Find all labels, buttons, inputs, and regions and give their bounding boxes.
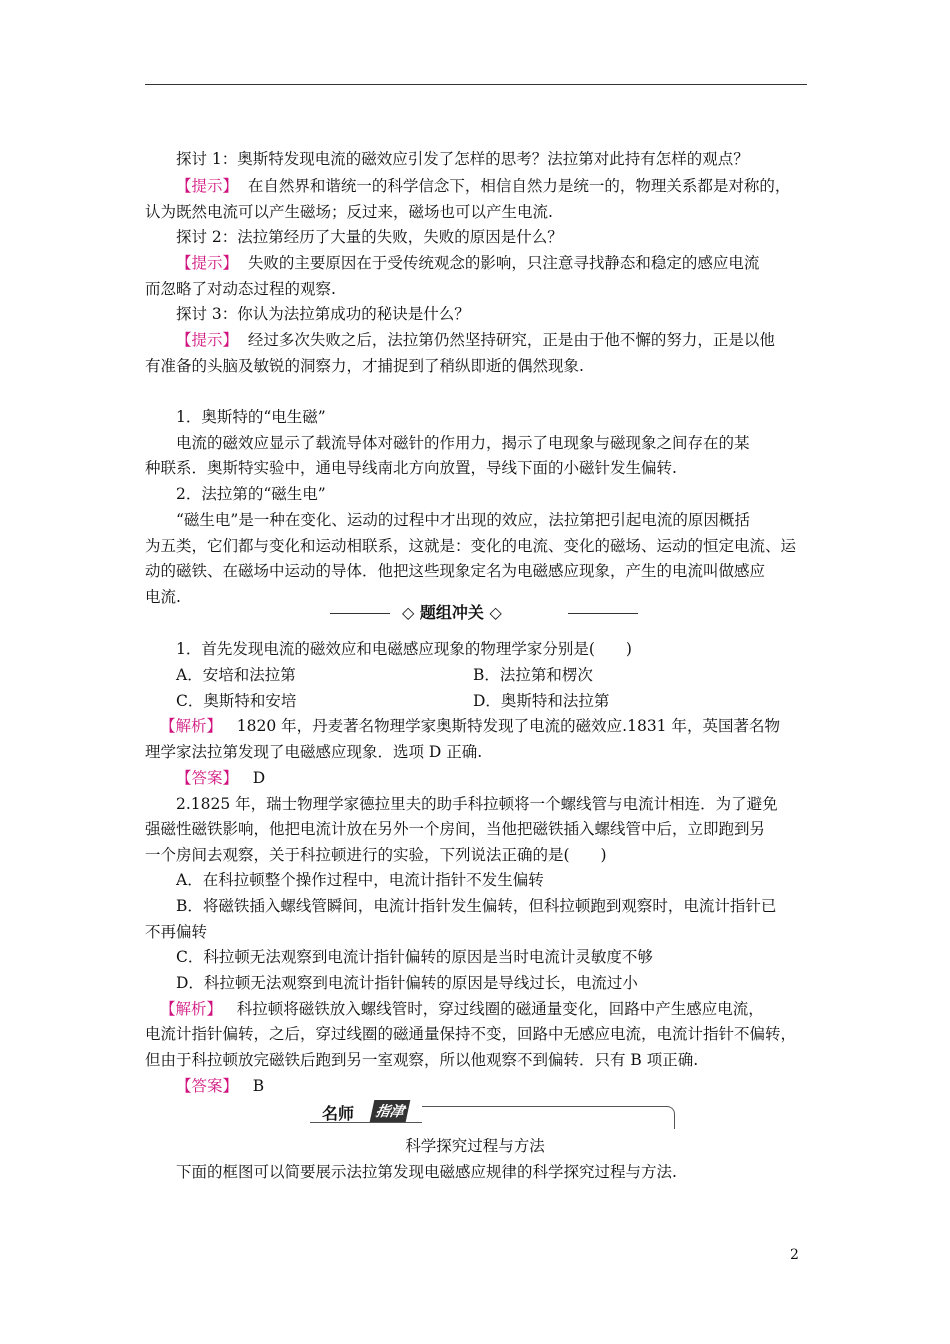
summary-paragraph-2-cont: 动的磁铁、在磁场中运动的导体．他把这些现象定名为电磁感应现象，产生的电流叫做感应 [145, 562, 766, 580]
analysis-tag: 【解析】 [160, 1000, 223, 1018]
analysis-tag: 【解析】 [160, 717, 223, 735]
hint-text: 在自然界和谐统一的科学信念下，相信自然力是统一的，物理关系都是对称的， [247, 177, 791, 195]
analysis-text: 1820 年，丹麦著名物理学家奥斯特发现了电流的磁效应.1831 年，英国著名物 [236, 717, 780, 735]
option-a: A．在科拉顿整个操作过程中，电流计指针不发生偏转 [176, 871, 544, 889]
page-number: 2 [790, 1247, 799, 1263]
teacher-guide-badge [310, 1100, 678, 1130]
option-c: C．奥斯特和安培 [176, 692, 297, 710]
option-d: D．奥斯特和法拉第 [473, 692, 610, 710]
section-title: ◇ 题组冲关 ◇ [402, 603, 502, 622]
summary-paragraph-2-cont: 电流. [145, 588, 181, 606]
divider-rule-right [568, 613, 638, 614]
summary-heading-1: 1．奥斯特的“电生磁” [176, 408, 326, 426]
option-a: A．安培和法拉第 [176, 666, 296, 684]
answer-value: D [252, 769, 266, 787]
discussion-q1: 探讨 1：奥斯特发现电流的磁效应引发了怎样的思考？法拉第对此持有怎样的观点？ [176, 150, 749, 168]
hint-tag: 【提示】 [176, 331, 239, 349]
header-rule [145, 84, 807, 85]
question-2-stem-cont: 一个房间去观察，关于科拉顿进行的实验，下列说法正确的是( ) [145, 846, 607, 864]
option-b-cont: 不再偏转 [145, 923, 208, 941]
answer-value: B [252, 1077, 265, 1095]
option-b: B．法拉第和楞次 [473, 666, 593, 684]
badge-label-inverted: 指津 [370, 1100, 411, 1122]
question-1-stem: 1．首先发现电流的磁效应和电磁感应现象的物理学家分别是( ) [176, 640, 632, 658]
analysis-2-cont: 但由于科拉顿放完磁铁后跑到另一室观察，所以他观察不到偏转．只有 B 项正确. [145, 1051, 699, 1069]
answer-tag: 【答案】 [176, 1077, 239, 1095]
hint-3-cont: 有准备的头脑及敏锐的洞察力，才捕捉到了稍纵即逝的偶然现象. [145, 357, 584, 375]
option-b: B．将磁铁插入螺线管瞬间，电流计指针发生偏转，但科拉顿跑到观察时，电流计指针已 [176, 897, 777, 915]
divider-rule-left [330, 613, 390, 614]
summary-heading-2: 2．法拉第的“磁生电” [176, 485, 326, 503]
guide-title: 科学探究过程与方法 [405, 1137, 545, 1155]
answer-1 [176, 767, 841, 789]
analysis-1 [160, 715, 810, 737]
question-2-stem: 2.1825 年，瑞士物理学家德拉里夫的助手科拉顿将一个螺线管与电流计相连．为了避免 [176, 795, 778, 813]
summary-paragraph-2-cont: 为五类，它们都与变化和运动相联系，这就是：变化的电流、变化的磁场、运动的恒定电流、运 [145, 537, 797, 555]
hint-tag: 【提示】 [176, 254, 239, 272]
hint-text: 失败的主要原因在于受传统观念的影响，只注意寻找静态和稳定的感应电流 [247, 254, 760, 272]
guide-text: 下面的框图可以简要展示法拉第发现电磁感应规律的科学探究过程与方法. [176, 1163, 677, 1181]
badge-label: 名师 [322, 1104, 355, 1123]
hint-tag: 【提示】 [176, 177, 239, 195]
discussion-q2: 探讨 2：法拉第经历了大量的失败，失败的原因是什么？ [176, 228, 563, 246]
option-d: D．科拉顿无法观察到电流计指针偏转的原因是导线过长，电流过小 [176, 974, 638, 992]
hint-2 [176, 252, 810, 274]
option-c: C．科拉顿无法观察到电流计指针偏转的原因是当时电流计灵敏度不够 [176, 948, 653, 966]
analysis-text: 科拉顿将磁铁放入螺线管时，穿过线圈的磁通量变化，回路中产生感应电流， [236, 1000, 764, 1018]
answer-2 [176, 1075, 841, 1097]
hint-2-cont: 而忽略了对动态过程的观察. [145, 280, 336, 298]
hint-1-cont: 认为既然电流可以产生磁场；反过来，磁场也可以产生电流. [145, 203, 553, 221]
question-2-stem-cont: 强磁性磁铁影响，他把电流计放在另外一个房间，当他把磁铁插入螺线管中后，立即跑到另 [145, 820, 766, 838]
discussion-q3: 探讨 3：你认为法拉第成功的秘诀是什么？ [176, 305, 470, 323]
badge-frame [422, 1106, 675, 1129]
summary-paragraph-2: “磁生电”是一种在变化、运动的过程中才出现的效应，法拉第把引起电流的原因概括 [176, 511, 750, 529]
section-title-text: 题组冲关 [419, 603, 484, 622]
hint-3 [176, 329, 810, 351]
analysis-2 [160, 998, 810, 1020]
section-divider [330, 601, 640, 625]
hint-text: 经过多次失败之后，法拉第仍然坚持研究，正是由于他不懈的努力，正是以他 [247, 331, 775, 349]
answer-tag: 【答案】 [176, 769, 239, 787]
summary-paragraph-1-cont: 种联系．奥斯特实验中，通电导线南北方向放置，导线下面的小磁针发生偏转. [145, 459, 677, 477]
analysis-2-cont: 电流计指针偏转，之后，穿过线圈的磁通量保持不变，回路中无感应电流，电流计指针不偏转， [145, 1025, 797, 1043]
hint-1 [176, 175, 810, 197]
analysis-1-cont: 理学家法拉第发现了电磁感应现象．选项 D 正确. [145, 743, 483, 761]
summary-paragraph-1: 电流的磁效应显示了载流导体对磁针的作用力，揭示了电现象与磁现象之间存在的某 [176, 434, 750, 452]
